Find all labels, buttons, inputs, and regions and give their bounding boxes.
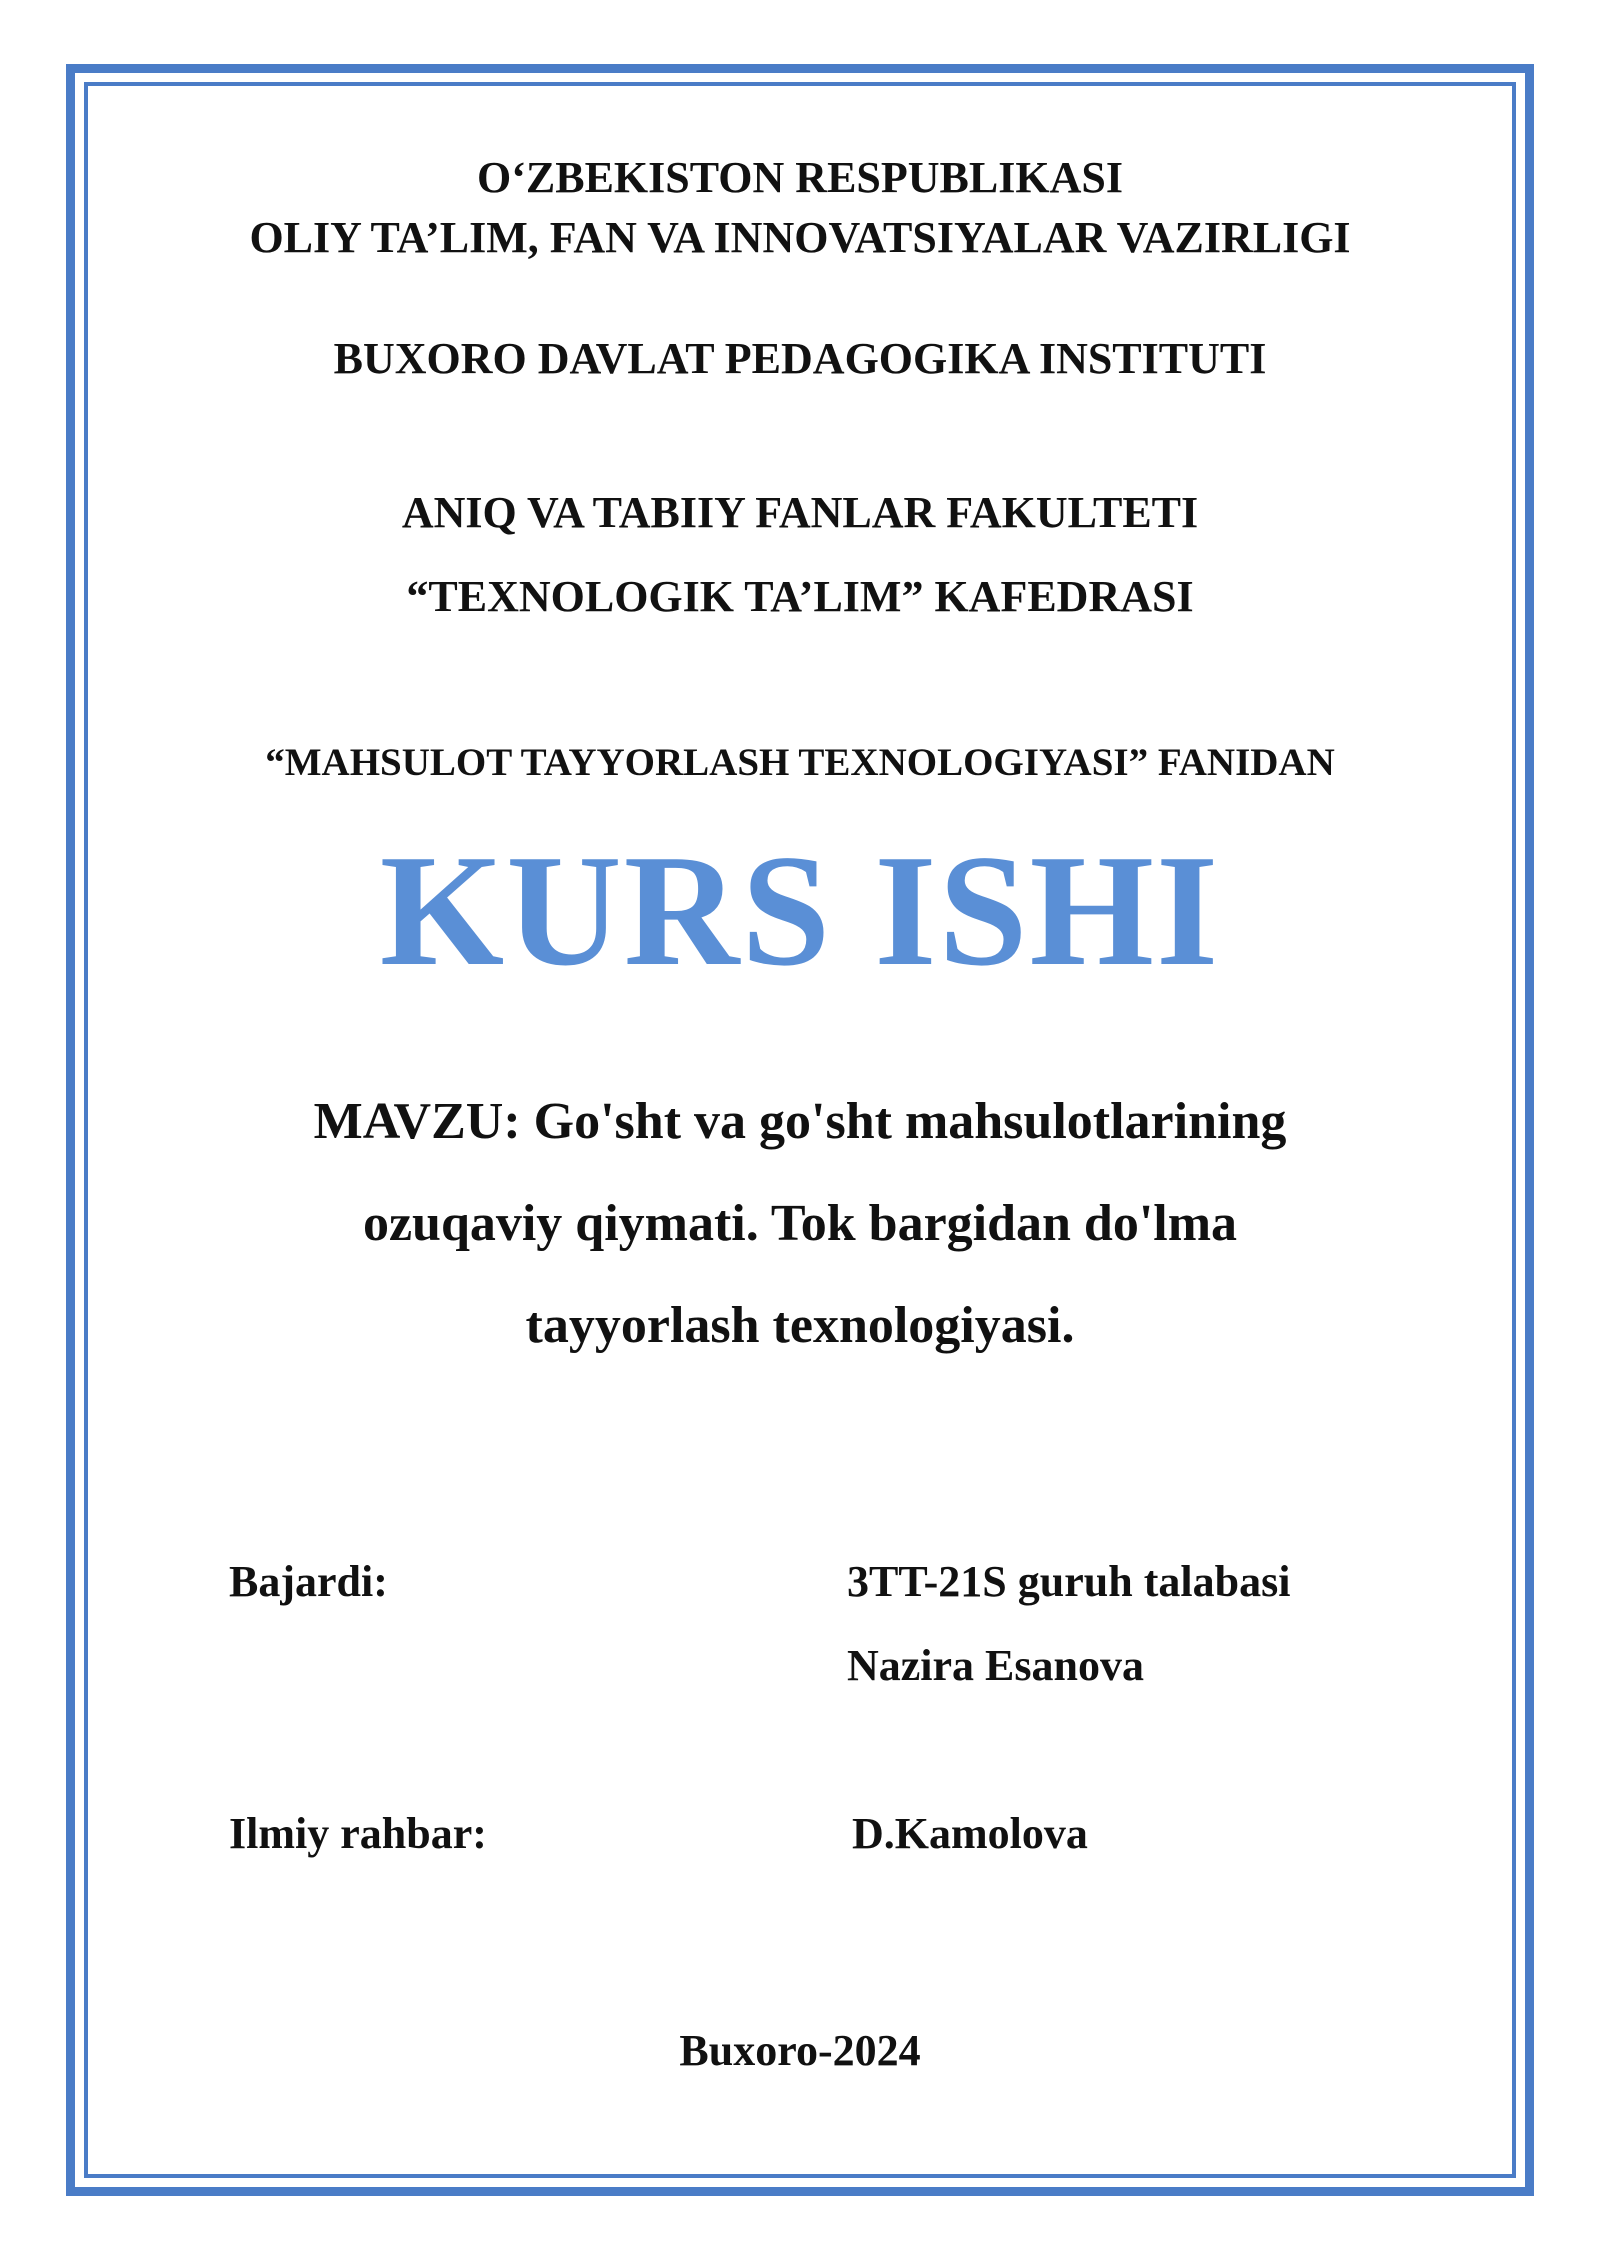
topic-line-3: tayyorlash texnologiyasi. bbox=[525, 1297, 1075, 1354]
institute-heading: BUXORO DAVLAT PEDAGOGIKA INSTITUTI bbox=[333, 334, 1267, 383]
supervisor-name: D.Kamolova bbox=[852, 1809, 1088, 1858]
supervisor-label: Ilmiy rahbar: bbox=[229, 1809, 487, 1858]
topic-line-1: MAVZU: Go'sht va go'sht mahsulotlarining bbox=[313, 1093, 1287, 1150]
author-name: Nazira Esanova bbox=[847, 1641, 1144, 1690]
city-year: Buxoro-2024 bbox=[679, 2026, 921, 2075]
faculty-heading: ANIQ VA TABIIY FANLAR FAKULTETI bbox=[401, 488, 1199, 537]
author-group: 3TT-21S guruh talabasi bbox=[847, 1557, 1291, 1606]
republic-heading: O‘ZBEKISTON RESPUBLIKASI bbox=[477, 153, 1123, 202]
subject-line: “MAHSULOT TAYYORLASH TEXNOLOGIYASI” FANIDAN bbox=[265, 741, 1335, 784]
topic-line-2: ozuqaviy qiymati. Tok bargidan do'lma bbox=[362, 1195, 1238, 1252]
author-label: Bajardi: bbox=[229, 1557, 388, 1606]
ministry-heading: OLIY TA’LIM, FAN VA INNOVATSIYALAR VAZIRLIGI bbox=[249, 213, 1351, 262]
document-title: KURS ISHI bbox=[379, 821, 1221, 999]
department-heading: “TEXNOLOGIK TA’LIM” KAFEDRASI bbox=[406, 572, 1194, 621]
